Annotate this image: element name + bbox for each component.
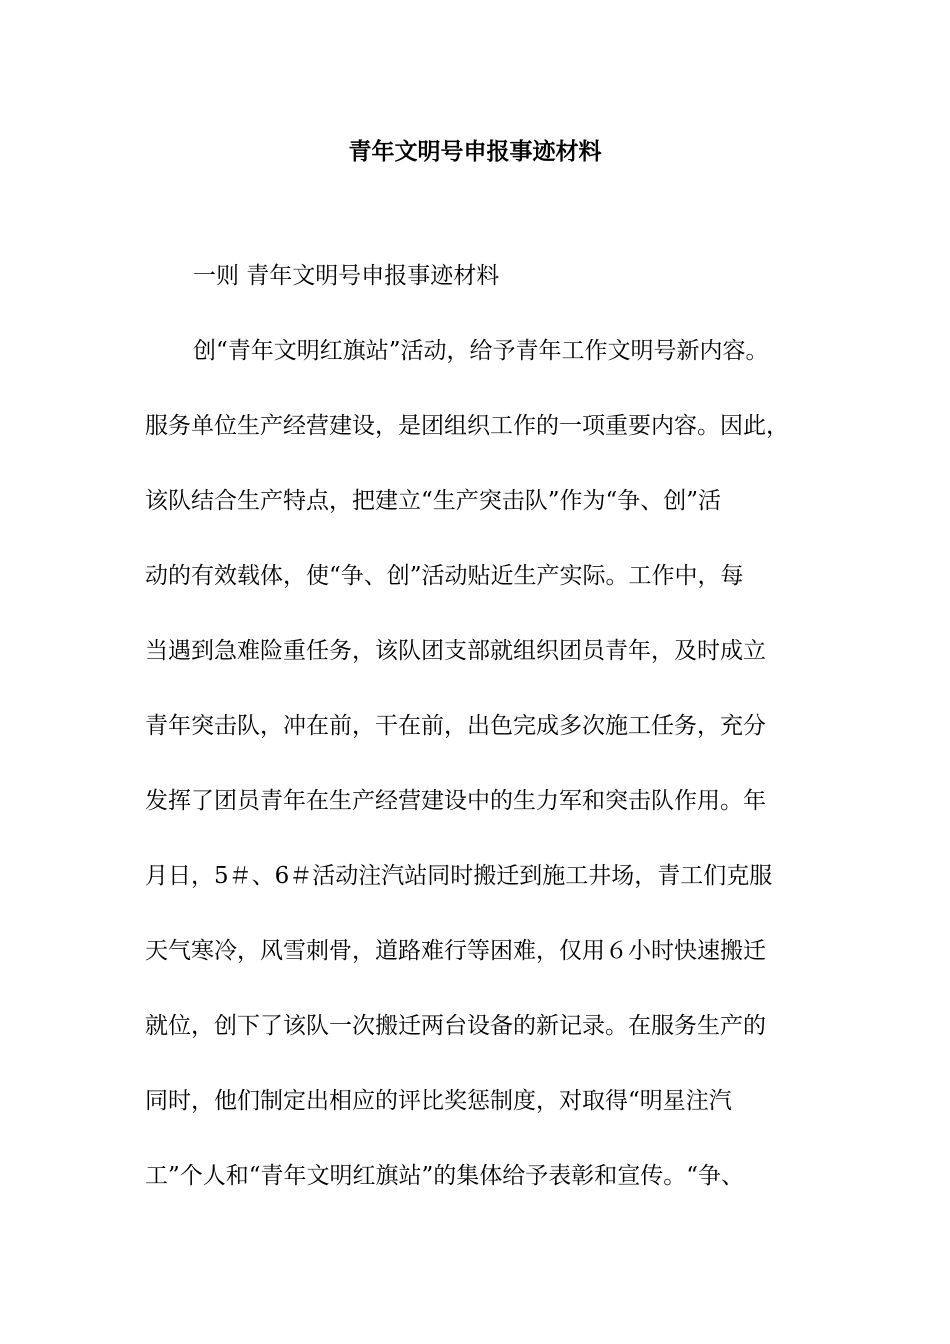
paragraph-line: 同时，他们制定出相应的评比奖惩制度，对取得“明星注汽 bbox=[145, 1088, 732, 1114]
paragraph-line: 工”个人和“青年文明红旗站”的集体给予表彰和宣传。“争、 bbox=[145, 1163, 745, 1189]
paragraph-line: 发挥了团员青年在生产经营建设中的生力军和突击队作用。年 bbox=[145, 788, 766, 814]
paragraph-line: 月日，5＃、6＃活动注汽站同时搬迁到施工井场，青工们克服 bbox=[145, 863, 773, 889]
paragraph-line: 青年突击队，冲在前，干在前，出色完成多次施工任务，充分 bbox=[145, 713, 766, 739]
paragraph-line: 该队结合生产特点，把建立“生产突击队”作为“争、创”活 bbox=[145, 488, 722, 514]
paragraph-line: 动的有效载体，使“争、创”活动贴近生产实际。工作中，每 bbox=[145, 563, 744, 589]
paragraph-line: 天气寒冷，风雪刺骨，道路难行等困难，仅用６小时快速搬迁 bbox=[145, 938, 766, 964]
paragraph-line: 就位，创下了该队一次搬迁两台设备的新记录。在服务生产的 bbox=[145, 1013, 766, 1039]
document-title: 青年文明号申报事迹材料 bbox=[348, 138, 602, 165]
paragraph-line: 一则 青年文明号申报事迹材料 bbox=[193, 263, 500, 289]
paragraph-line: 当遇到急难险重任务，该队团支部就组织团员青年，及时成立 bbox=[145, 638, 766, 664]
paragraph-line: 创“青年文明红旗站”活动，给予青年工作文明号新内容。 bbox=[193, 338, 769, 364]
paragraph-line: 服务单位生产经营建设，是团组织工作的一项重要内容。因此， bbox=[145, 413, 789, 439]
